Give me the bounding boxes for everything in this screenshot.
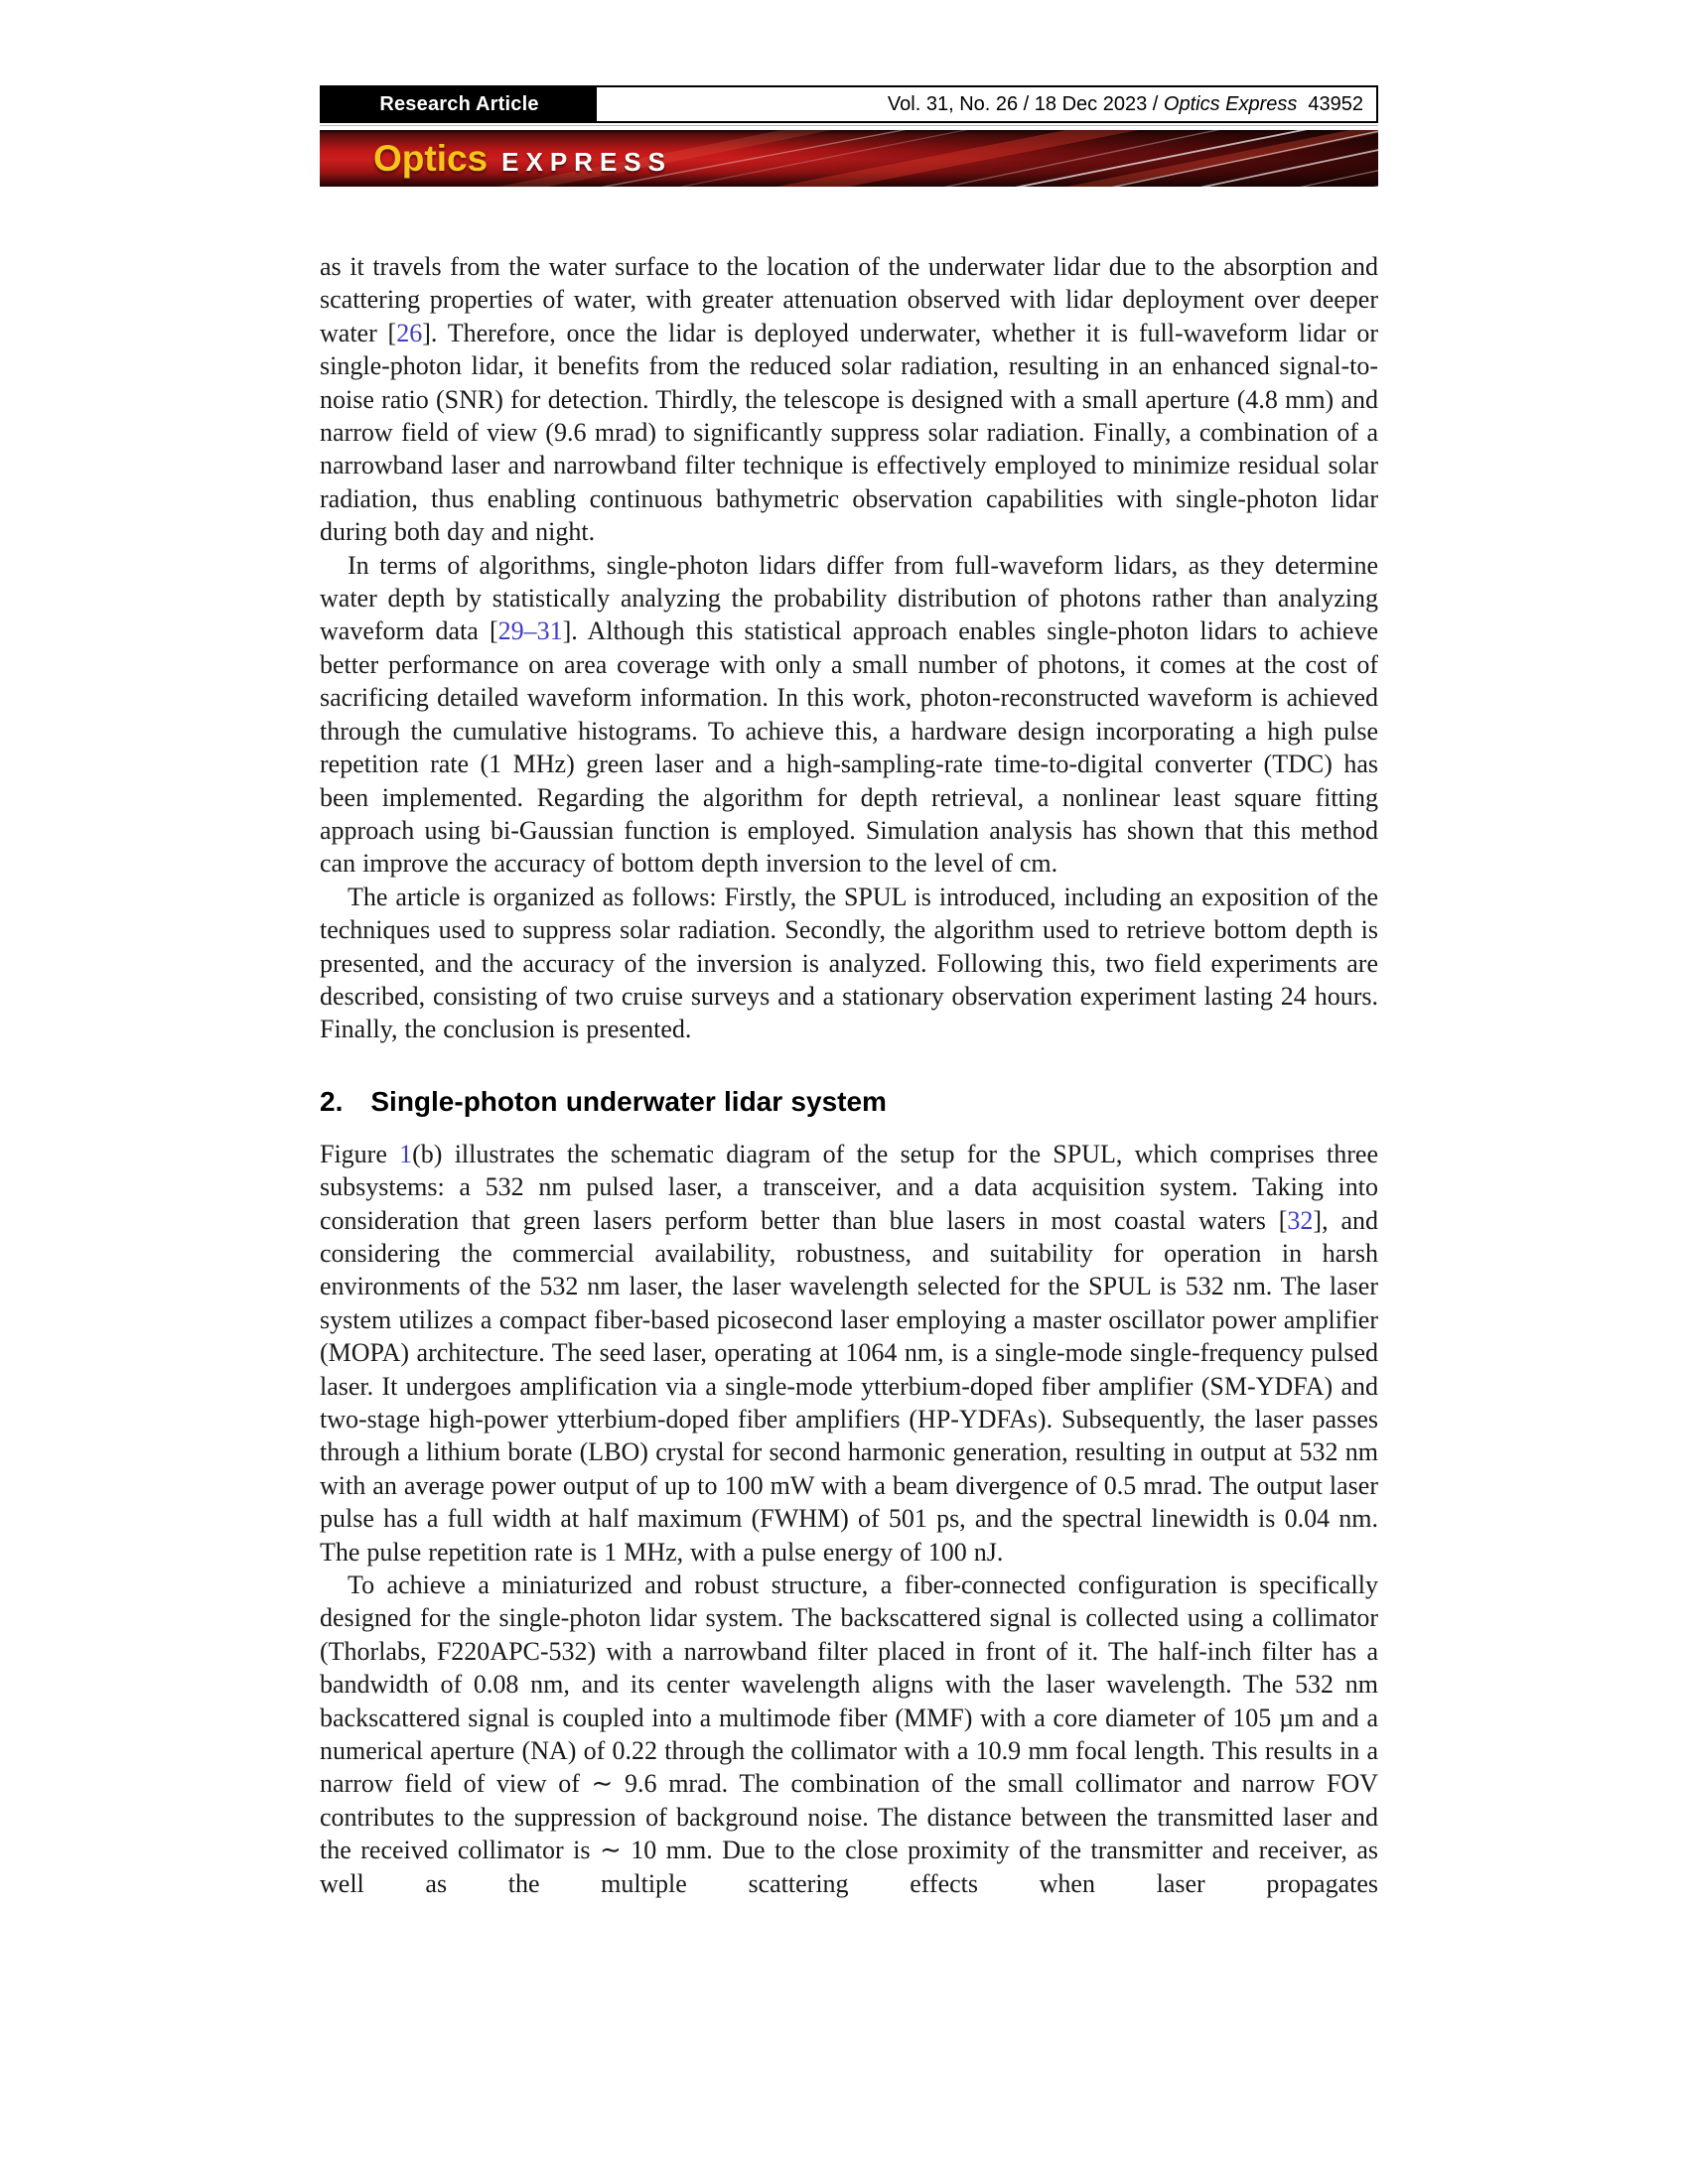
text-run: ]. Although this statistical approach enables single-photon lidars to achieve better performance on area coverage with only a small number of photons, it comes at the cost of sacrificing detailed waveform information. In this work, photon-reconstructed waveform is achieved through the cumulative histograms. To achieve this, a hardware design incorporating a high pulse repetition rate (1 MHz) green laser and a high-sampling-rate time-to-digital converter (TDC) has been implemented. Regarding the algorithm for depth retrieval, a nonlinear least square fitting approach using bi-Gaussian function is employed. Simulation analysis has shown that this method can improve the accuracy of bottom depth inversion to the level of cm. bbox=[320, 616, 1379, 879]
research-article-badge bbox=[322, 87, 597, 121]
header-divider bbox=[320, 125, 1378, 126]
text-run: The article is organized as follows: Firstly, the SPUL is introduced, including an exposition of the techniques used to suppress solar radiation. Secondly, the algorithm used to retrieve bottom depth is presented, and the accuracy of the inversion is analyzed. Following this, two field experiments are described, consisting of two cruise surveys and a stationary observation experiment lasting 24 hours. Finally, the conclusion is presented. bbox=[320, 882, 1378, 1044]
paragraph-algorithms bbox=[320, 549, 1378, 881]
section-heading bbox=[320, 1086, 1378, 1118]
section-number: 2. bbox=[320, 1085, 344, 1117]
citation-link[interactable]: 29–31 bbox=[497, 616, 563, 646]
issue-info bbox=[597, 87, 1376, 121]
text-run: (b) illustrates the schematic diagram of the setup for the SPUL, which comprises three subsystems: a 532 nm pulsed laser, a transceiver, and a data acquisition system. Taking into consideration that green lasers perform better than blue lasers in most coastal waters [ bbox=[320, 1139, 1378, 1235]
citation-link[interactable]: 32 bbox=[1287, 1205, 1314, 1235]
article-body bbox=[320, 250, 1378, 1900]
text-run: ], and considering the commercial availability, robustness, and suitability for operation in harsh environments of the 532 nm laser, the laser wavelength selected for the SPUL is 532 nm. The laser system utilizes a compact fiber-based picosecond laser employing a master oscillator power amplifier (MOPA) architecture. The seed laser, operating at 1064 nm, is a single-mode single-frequency pulsed laser. It undergoes amplification via a single-mode ytterbium-doped fiber amplifier (SM-YDFA) and two-stage high-power ytterbium-doped fiber amplifiers (HP-YDFAs). Subsequently, the laser passes through a lithium borate (LBO) crystal for second harmonic generation, resulting in output at 532 nm with an average power output of up to 100 mW with a beam divergence of 0.5 mrad. The output laser pulse has a full width at half maximum (FWHM) of 501 ps, and the spectral linewidth is 0.04 nm. The pulse repetition rate is 1 MHz, with a pulse energy of 100 nJ. bbox=[320, 1205, 1378, 1567]
paragraph-group-after-heading bbox=[320, 1138, 1378, 1900]
text-run: ]. Therefore, once the lidar is deployed underwater, whether it is full-waveform lidar or single-photon lidar, it benefits from the reduced solar radiation, resulting in an enhanced signal-to-noise ratio (SNR) for detection. Thirdly, the telescope is designed with a small aperture (4.8 mm) and narrow field of view (9.6 mrad) to significantly suppress solar radiation. Finally, a combination of a narrowband laser and narrowband filter technique is effectively employed to minimize residual solar radiation, thus enabling continuous bathymetric observation capabilities with single-photon lidar during both day and night. bbox=[320, 318, 1378, 547]
journal-banner bbox=[320, 130, 1378, 187]
journal-name: Optics Express bbox=[1163, 92, 1298, 115]
text-run: as it travels from the water surface to the location of the underwater lidar due to the absorption and scattering properties of water, with greater attenuation observed with lidar deployment over deeper water [ bbox=[320, 252, 1378, 347]
citation-link[interactable]: 26 bbox=[396, 318, 423, 347]
logo-word-express: EXPRESS bbox=[501, 146, 672, 177]
paragraph-group-before-heading bbox=[320, 250, 1378, 1046]
paragraph-transceiver bbox=[320, 1569, 1378, 1900]
content-column bbox=[320, 85, 1378, 1900]
paragraph-laser-system bbox=[320, 1138, 1378, 1569]
text-run: To achieve a miniaturized and robust structure, a fiber-connected configuration is specifically designed for the single-photon lidar system. The backscattered signal is collected using a collimator (Thorlabs, F220APC-532) with a narrowband filter placed in front of it. The half-inch filter has a bandwidth of 0.08 nm, and its center wavelength aligns with the laser wavelength. The 532 nm backscattered signal is coupled into a multimode fiber (MMF) with a core diameter of 105 µm and a numerical aperture (NA) of 0.22 through the collimator with a 10.9 mm focal length. This results in a narrow field of view of ∼ 9.6 mrad. The combination of the small collimator and narrow FOV contributes to the suppression of background noise. The distance between the transmitted laser and the received collimator is ∼ 10 mm. Due to the close proximity of the transmitter and receiver, as well as the multiple scattering effects when laser propagates bbox=[320, 1570, 1378, 1898]
text-run: In terms of algorithms, single-photon lidars differ from full-waveform lidars, as they determine water depth by statistically analyzing the probability distribution of photons rather than analyzing waveform data [ bbox=[320, 550, 1378, 646]
article-page-number: 43952 bbox=[1308, 92, 1363, 115]
paragraph-continued-from-previous-page bbox=[320, 250, 1378, 549]
logo-word-optics: Optics bbox=[373, 137, 489, 179]
issue-volume-date: Vol. 31, No. 26 / 18 Dec 2023 / bbox=[887, 92, 1164, 115]
research-article-label: Research Article bbox=[379, 92, 539, 115]
text-run: Figure bbox=[320, 1139, 400, 1168]
journal-logo bbox=[373, 138, 672, 180]
paragraph-article-organization bbox=[320, 881, 1378, 1046]
section-title: Single-photon underwater lidar system bbox=[370, 1085, 887, 1117]
page-header bbox=[320, 85, 1378, 123]
citation-link[interactable]: 1 bbox=[399, 1139, 413, 1168]
